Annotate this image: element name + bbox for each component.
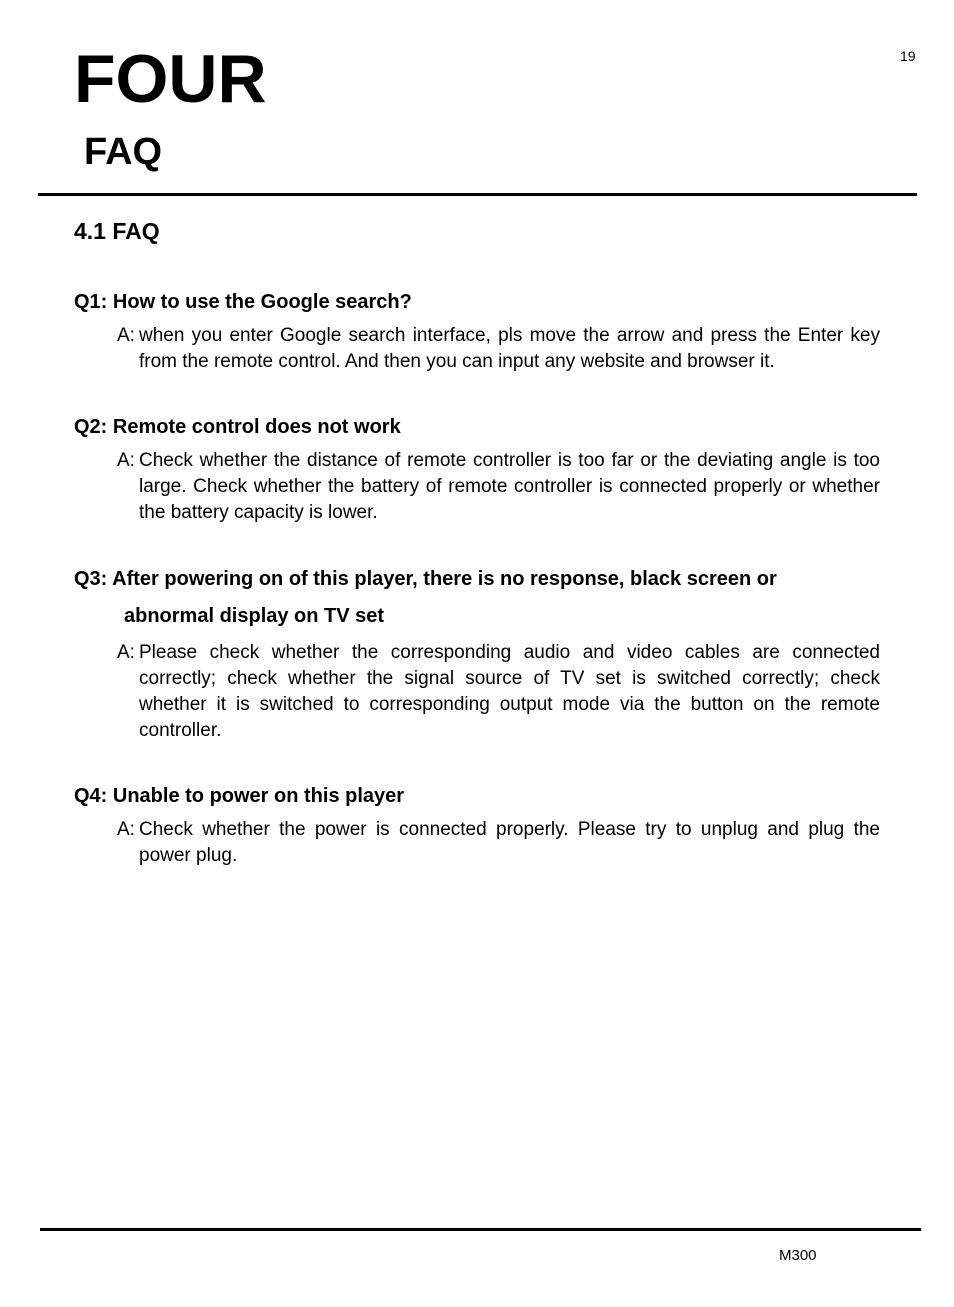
- answer-text: Please check whether the corresponding audio and video cables are connected correctly; check whether the signal source of TV set is switched correctly; check whether it is switched to corresponding output mode via the button on the remote controller.: [139, 642, 880, 741]
- faq-question-line-2: abnormal display on TV set: [124, 605, 385, 627]
- chapter-title: FAQ: [84, 131, 163, 173]
- faq-question: Q1: How to use the Google search?: [74, 291, 412, 313]
- answer-prefix: A:: [117, 642, 135, 663]
- faq-item-2: [74, 414, 880, 526]
- footer-divider: [40, 1228, 921, 1231]
- faq-question: [74, 561, 880, 635]
- faq-item-4: [74, 783, 880, 869]
- faq-question: Q2: Remote control does not work: [74, 416, 401, 438]
- faq-question: Q4: Unable to power on this player: [74, 785, 405, 807]
- faq-item-1: [74, 289, 880, 375]
- page-number: 19: [900, 48, 916, 64]
- faq-question-line-1: Q3: After powering on of this player, there is no response, black screen or: [74, 568, 777, 590]
- answer-prefix: A:: [117, 325, 135, 346]
- answer-prefix: A:: [117, 450, 135, 471]
- faq-item-3: [74, 561, 880, 744]
- faq-answer: [117, 323, 880, 375]
- faq-answer: [117, 817, 880, 869]
- model-name: M300: [779, 1247, 817, 1264]
- answer-text: when you enter Google search interface, pls move the arrow and press the Enter key from the remote control. And then you can input any website and browser it.: [139, 325, 880, 372]
- answer-text: Check whether the power is connected properly. Please try to unplug and plug the power plug.: [139, 819, 880, 866]
- faq-answer: [117, 640, 880, 744]
- chapter-number: FOUR: [74, 41, 267, 117]
- header-divider: [38, 193, 917, 196]
- answer-prefix: A:: [117, 819, 135, 840]
- faq-answer: [117, 448, 880, 526]
- answer-text: Check whether the distance of remote controller is too far or the deviating angle is too large. Check whether the battery of remote controller is connected properly or whether the battery capacity is lower.: [139, 450, 880, 523]
- section-title: 4.1 FAQ: [74, 218, 160, 244]
